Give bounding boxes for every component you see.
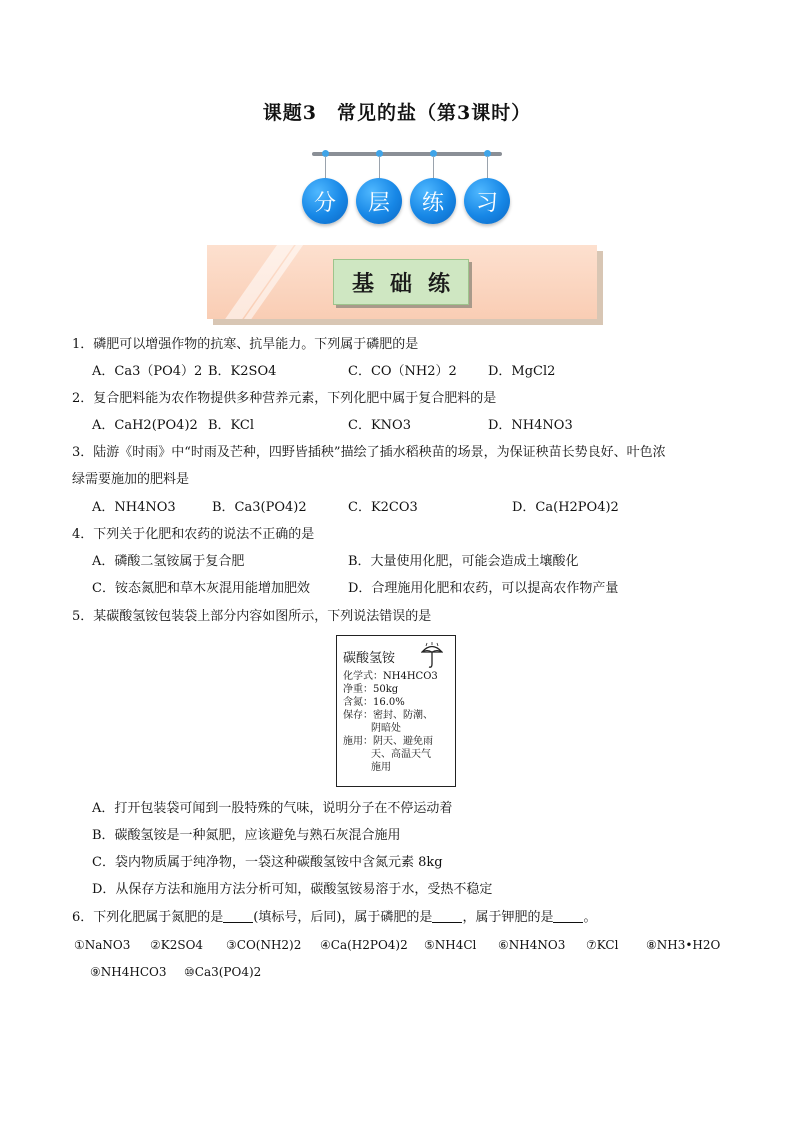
label-weight: 净重：50kg bbox=[343, 684, 399, 695]
q5-option-b: B．碳酸氢铵是一种氮肥，应该避免与熟石灰混合施用 bbox=[92, 828, 401, 843]
q6-stem-part2: (填标号，后同)，属于磷肥的是 bbox=[253, 910, 433, 925]
section-label-char: 练 bbox=[427, 270, 450, 297]
q6-item: ①NaNO3 bbox=[74, 938, 131, 952]
section-label-char: 基 bbox=[351, 270, 374, 297]
label-storage-cont: 阴暗处 bbox=[371, 723, 401, 734]
label-formula: 化学式：NH4HCO3 bbox=[343, 671, 438, 682]
q1-option-c: C．CO（NH2）2 bbox=[348, 364, 457, 379]
q6-stem-part1: 6．下列化肥属于氮肥的是 bbox=[72, 910, 224, 925]
q6-item: ⑤NH4Cl bbox=[424, 938, 477, 952]
q6-item: ⑩Ca3(PO4)2 bbox=[184, 965, 262, 979]
umbrella-icon bbox=[421, 642, 443, 670]
q1-option-b: B．K2SO4 bbox=[208, 364, 277, 379]
q6-item: ⑦KCl bbox=[586, 938, 619, 952]
section-label bbox=[333, 259, 469, 305]
page-title: 课题3 常见的盐（第3课时） bbox=[262, 102, 532, 124]
q6-item: ⑨NH4HCO3 bbox=[90, 965, 167, 979]
q2-option-a: A．CaH2(PO4)2 bbox=[92, 418, 198, 433]
q4-option-d: D．合理施用化肥和农药，可以提高农作物产量 bbox=[348, 581, 619, 596]
answer-blank-potassium[interactable] bbox=[553, 911, 583, 923]
q2-option-d: D．NH4NO3 bbox=[488, 418, 573, 433]
label-usage-cont2: 施用 bbox=[371, 762, 391, 773]
header-ball-3: 练 bbox=[410, 178, 456, 224]
q6-item: ②K2SO4 bbox=[150, 938, 204, 952]
question-6-stem bbox=[72, 909, 596, 927]
q3-option-a: A．NH4NO3 bbox=[92, 500, 176, 515]
q4-option-b: B．大量使用化肥，可能会造成土壤酸化 bbox=[348, 554, 579, 569]
q5-option-d: D．从保存方法和施用方法分析可知，碳酸氢铵易溶于水，受热不稳定 bbox=[92, 882, 493, 897]
header-ball-2: 层 bbox=[356, 178, 402, 224]
q3-option-d: D．Ca(H2PO4)2 bbox=[512, 500, 619, 515]
q2-option-b: B．KCl bbox=[208, 418, 255, 433]
q1-option-a: A．Ca3（PO4）2 bbox=[92, 364, 203, 379]
q5-option-c: C．袋内物质属于纯净物，一袋这种碳酸氢铵中含氮元素 8kg bbox=[92, 855, 443, 870]
q1-option-d: D．MgCl2 bbox=[488, 364, 556, 379]
header-ball-1: 分 bbox=[302, 178, 348, 224]
question-5-stem: 5．某碳酸氢铵包装袋上部分内容如图所示，下列说法错误的是 bbox=[72, 609, 432, 624]
section-label-char: 础 bbox=[389, 270, 412, 297]
fertilizer-label-figure bbox=[336, 635, 456, 787]
q4-option-a: A．磷酸二氢铵属于复合肥 bbox=[92, 554, 245, 569]
label-title: 碳酸氢铵 bbox=[343, 651, 396, 666]
hanging-bar bbox=[312, 152, 502, 156]
q6-stem-part3: ，属于钾肥的是 bbox=[462, 910, 554, 925]
q4-option-c: C．铵态氮肥和草木灰混用能增加肥效 bbox=[92, 581, 310, 596]
question-3-stem-line1: 3．陆游《时雨》中“时雨及芒种，四野皆插秧”描绘了插水稻秧苗的场景，为保证秧苗长势良好、叶色浓 bbox=[72, 445, 666, 460]
label-usage: 施用：阴天、避免雨 bbox=[343, 736, 433, 747]
answer-blank-nitrogen[interactable] bbox=[223, 911, 253, 923]
header-ball-4: 习 bbox=[464, 178, 510, 224]
label-nitrogen: 含氮：16.0% bbox=[343, 697, 405, 708]
q6-item: ③CO(NH2)2 bbox=[226, 938, 302, 952]
question-4-stem: 4．下列关于化肥和农药的说法不正确的是 bbox=[72, 527, 315, 542]
q2-option-c: C．KNO3 bbox=[348, 418, 411, 433]
question-3-stem-line2: 绿需要施加的肥料是 bbox=[72, 472, 190, 487]
q6-item: ⑥NH4NO3 bbox=[498, 938, 566, 952]
q3-option-b: B．Ca3(PO4)2 bbox=[212, 500, 307, 515]
q6-item: ⑧NH3•H2O bbox=[646, 938, 721, 952]
question-1-stem: 1．磷肥可以增强作物的抗寒、抗旱能力。下列属于磷肥的是 bbox=[72, 337, 419, 352]
question-2-stem: 2．复合肥料能为农作物提供多种营养元素，下列化肥中属于复合肥料的是 bbox=[72, 391, 497, 406]
q6-stem-part4: 。 bbox=[583, 910, 597, 925]
label-usage-cont: 天、高温天气 bbox=[371, 749, 431, 760]
q6-item: ④Ca(H2PO4)2 bbox=[320, 938, 408, 952]
label-storage: 保存：密封、防潮、 bbox=[343, 710, 433, 721]
answer-blank-phosphorus[interactable] bbox=[432, 911, 462, 923]
q3-option-c: C．K2CO3 bbox=[348, 500, 418, 515]
q5-option-a: A．打开包装袋可闻到一股特殊的气味，说明分子在不停运动着 bbox=[92, 801, 453, 816]
